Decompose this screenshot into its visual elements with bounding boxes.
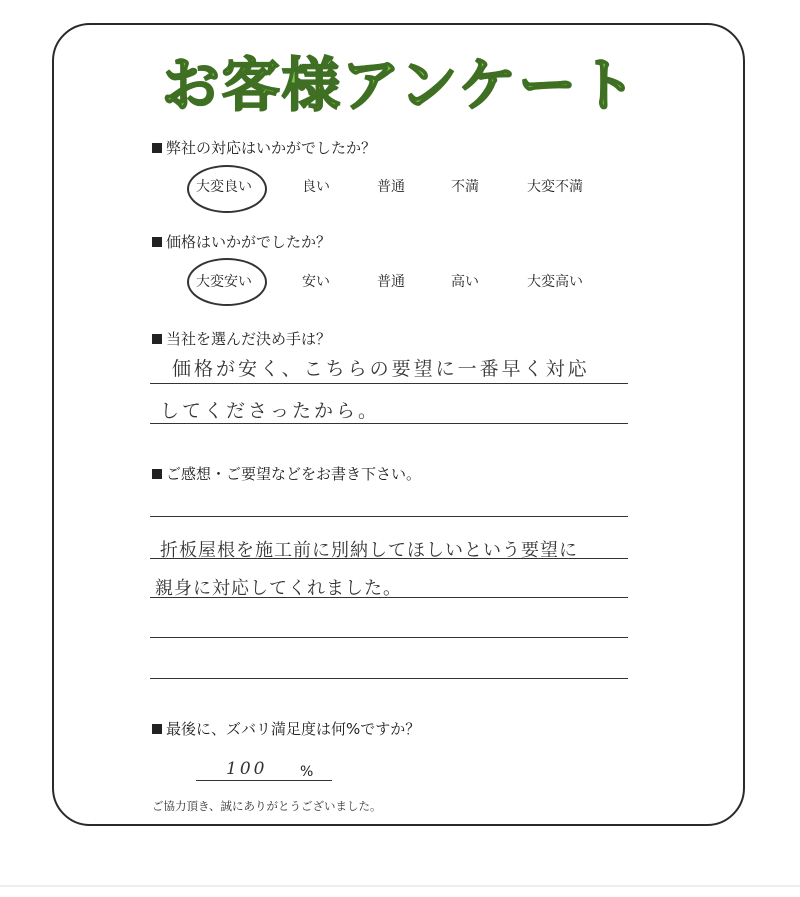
- q2-option-2[interactable]: 安い: [302, 274, 330, 290]
- q3-answer-line-2: してくださったから。: [160, 400, 381, 422]
- q4-answer-line-1: 折板屋根を施工前に別納してほしいという要望に: [160, 540, 578, 561]
- question-1: [152, 137, 376, 158]
- scan-edge: [0, 885, 800, 887]
- question-2: [152, 231, 331, 252]
- question-4: [152, 463, 421, 484]
- answer-rule: [150, 423, 628, 424]
- percent-unit: %: [300, 764, 314, 780]
- survey-title: お客様アンケート: [161, 51, 639, 119]
- bullet-square-icon: [152, 143, 162, 153]
- bullet-square-icon: [152, 469, 162, 479]
- answer-rule: [150, 383, 628, 384]
- percent-rule: [196, 780, 332, 781]
- answer-rule: [150, 516, 628, 517]
- question-5-text: 最後に、ズバリ満足度は何%ですか？: [166, 720, 421, 738]
- thank-you-footer: ご協力頂き、誠にありがとうございました。: [152, 799, 382, 813]
- answer-rule: [150, 637, 628, 638]
- question-2-text: 価格はいかがでしたか？: [166, 233, 332, 251]
- q2-option-5[interactable]: 大変高い: [527, 274, 583, 290]
- question-5: [152, 718, 420, 739]
- q2-option-1[interactable]: 大変安い: [196, 274, 252, 290]
- question-3-text: 当社を選んだ決め手は？: [166, 330, 332, 348]
- q3-answer-line-1: 価格が安く、こちらの要望に一番早く対応: [172, 358, 590, 380]
- question-4-text: ご感想・ご要望などをお書き下さい。: [166, 465, 422, 483]
- q4-answer-line-2: 親身に対応してくれました。: [155, 578, 402, 599]
- satisfaction-value: 100: [226, 759, 268, 779]
- answer-rule: [150, 678, 628, 679]
- q1-option-5[interactable]: 大変不満: [527, 179, 583, 195]
- answer-rule: [150, 558, 628, 559]
- bullet-square-icon: [152, 237, 162, 247]
- bullet-square-icon: [152, 724, 162, 734]
- question-3: [152, 328, 331, 349]
- answer-rule: [150, 597, 628, 598]
- q1-option-4[interactable]: 不満: [451, 179, 479, 195]
- q1-option-3[interactable]: 普通: [377, 179, 405, 195]
- bullet-square-icon: [152, 334, 162, 344]
- q2-option-3[interactable]: 普通: [377, 274, 405, 290]
- q1-option-1[interactable]: 大変良い: [196, 179, 252, 195]
- q1-option-2[interactable]: 良い: [302, 179, 330, 195]
- question-1-text: 弊社の対応はいかがでしたか？: [166, 139, 377, 157]
- q2-option-4[interactable]: 高い: [451, 274, 479, 290]
